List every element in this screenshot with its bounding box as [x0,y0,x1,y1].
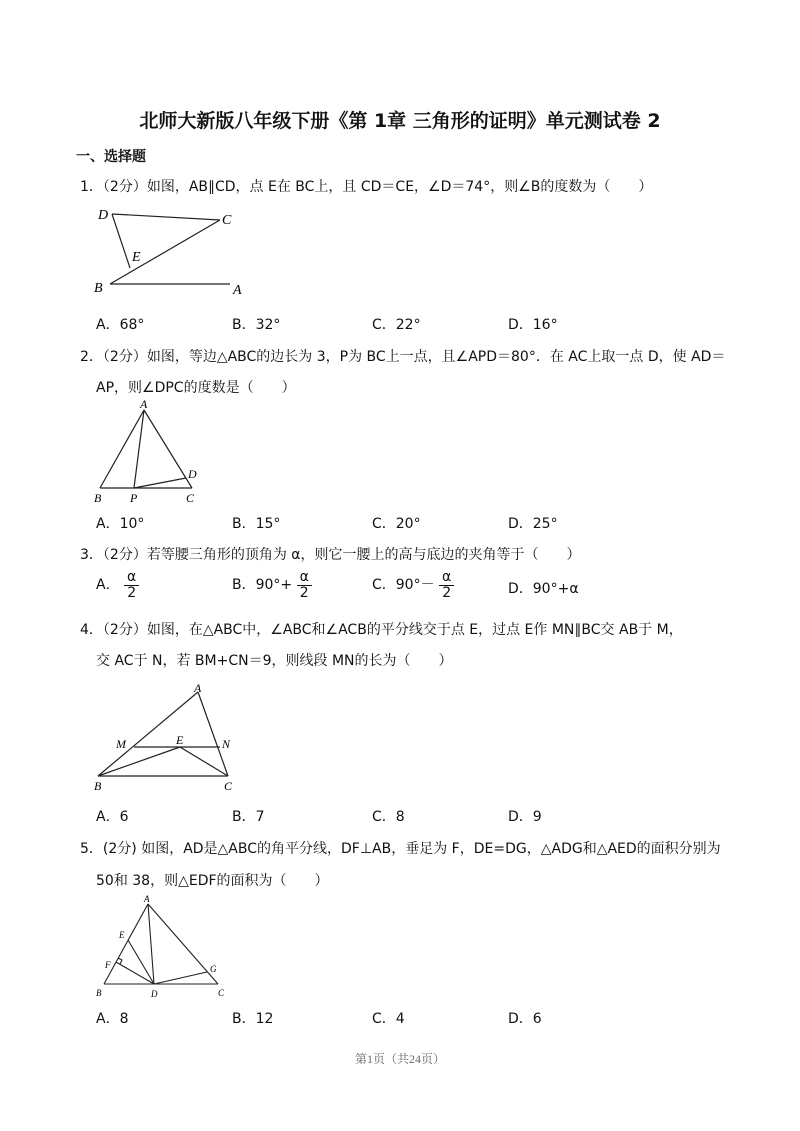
q3-option-a-denominator: 2 [127,584,137,601]
fig4-label-a: A [194,681,202,695]
q2-option-c: C．20° [372,516,421,532]
q3-option-c-denominator: 2 [442,584,452,601]
question-2-text-continued: AP，则∠DPC的度数是（ ） [96,380,296,396]
q3-option-a-prefix: A． [96,577,120,594]
section-heading: 一、选择题 [76,149,146,165]
fig5-label-g: G [210,964,217,974]
question-4-text-continued: 交 AC于 N，若 BM+CN＝9，则线段 MN的长为（ ） [96,653,453,669]
page-footer: 第1页（共24页） [354,1052,445,1066]
page-title: 北师大新版八年级下册《第 1章 三角形的证明》单元测试卷 2 [139,110,661,132]
q3-option-c [372,570,454,600]
q4-option-d: D．9 [508,809,542,825]
fig2-label-b: B [94,491,102,505]
fig5-label-b: B [96,988,102,998]
q3-option-b [232,570,312,600]
q3-option-d: D．90°+α [508,581,579,597]
q5-option-c: C．4 [372,1011,405,1027]
fig5-label-e: E [119,930,125,940]
fig5-label-f: F [105,960,111,970]
fig2-label-c: C [186,491,195,505]
q1-option-b: B．32° [232,317,281,333]
fig5-label-c: C [218,988,225,998]
fig2-label-a: A [140,398,148,411]
question-4-figure [90,680,250,794]
q3-option-b-denominator: 2 [299,584,309,601]
q3-option-b-numerator: α [299,569,309,585]
q5-option-a: A．8 [96,1011,129,1027]
fig1-label-e: E [132,250,141,265]
q1-option-d: D．16° [508,317,558,333]
question-1-text: 1．（2分）如图，AB∥CD，点 E在 BC上，且 CD＝CE，∠D＝74°，则∠B的度数为（ ） [80,179,653,195]
question-2-figure [88,398,208,506]
question-4-text: 4．（2分）如图，在△ABC中，∠ABC和∠ACB的平分线交于点 E，过点 E作 MN∥BC交 AB于 M， [80,622,683,638]
q3-option-a-numerator: α [127,569,137,585]
q2-option-a: A．10° [96,516,145,532]
fig4-label-n: N [222,737,231,751]
q5-option-b: B．12 [232,1011,274,1027]
q1-option-c: C．22° [372,317,421,333]
q2-option-d: D．25° [508,516,558,532]
q3-option-a [96,570,139,600]
q3-option-a-fraction [124,570,139,600]
q3-option-c-prefix: C．90°－ [372,577,435,594]
q3-option-b-fraction [297,570,312,600]
q5-option-d: D．6 [508,1011,542,1027]
fig4-label-m: M [116,737,126,751]
q4-option-c: C．8 [372,809,405,825]
q2-option-b: B．15° [232,516,281,532]
fig4-label-e: E [176,733,184,747]
question-5-text-continued: 50和 38，则△EDF的面积为（ ） [96,873,329,889]
question-3-text: 3．（2分）若等腰三角形的顶角为 α，则它一腰上的高与底边的夹角等于（ ） [80,547,581,563]
fig2-label-d: D [188,467,197,481]
fig1-label-c: C [222,213,232,228]
fig5-label-a: A [144,894,150,904]
fig1-label-a: A [233,283,242,298]
fig1-label-b: B [94,281,103,296]
question-5-text: 5．(2分) 如图，AD是△ABC的角平分线，DF⊥AB，垂足为 F，DE=DG，△ADG和△AED的面积分别为 [80,841,721,857]
question-2-text: 2．（2分）如图，等边△ABC的边长为 3，P为 BC上一点，且∠APD＝80°．在 AC上取一点 D，使 AD＝ [80,349,726,365]
question-5-figure [90,892,240,1004]
question-1-figure [90,206,250,298]
fig5-label-d: D [151,989,158,999]
q3-option-c-numerator: α [442,569,452,585]
q3-option-b-prefix: B．90°+ [232,577,293,594]
q4-option-a: A．6 [96,809,129,825]
fig1-label-d: D [98,208,109,223]
fig4-label-c: C [224,779,233,793]
fig2-label-p: P [130,491,138,505]
q4-option-b: B．7 [232,809,265,825]
q1-option-a: A．68° [96,317,145,333]
q3-option-c-fraction [439,570,454,600]
fig4-label-b: B [94,779,102,793]
